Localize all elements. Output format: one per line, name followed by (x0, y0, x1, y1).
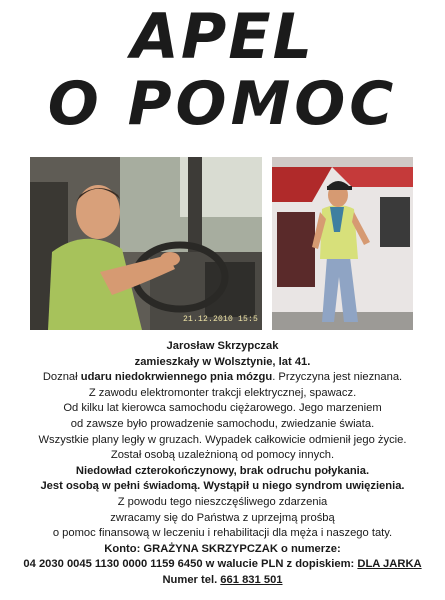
text-line-paresis: Niedowład czterokończynowy, brak odruchu połykania. (75, 464, 370, 477)
text-line-dependent: Został osobą uzależnioną od pomocy innych. (110, 449, 335, 462)
text-line-request: zwracamy się do Państwa z uprzejmą prośbą (110, 511, 335, 524)
photo-driver (30, 157, 262, 330)
text-line-help: o pomoc finansową w leczeniu i rehabilitacji dla męża i naszego taty. (52, 527, 393, 540)
text-line-plans: Wszystkie plany legły w gruzach. Wypadek całkowicie odmienił jego życie. (38, 433, 407, 446)
photo-standing (272, 157, 413, 330)
appeal-text (0, 339, 445, 589)
text-line-driver: Od kilku lat kierowca samochodu ciężarowego. Jego marzeniem (63, 402, 382, 415)
account-number-line (0, 557, 445, 573)
text-line-locked-in: Jest osobą w pełni świadomą. Wystąpił u niego syndrom uwięzienia. (40, 480, 405, 493)
account-label: Konto: GRAŻYNA SKRZYPCZAK o numerze: (104, 542, 341, 555)
account-number: 04 2030 0045 1130 0000 1159 6450 w walucie PLN z dopiskiem: (23, 558, 358, 571)
headline-apel: APEL (130, 0, 315, 73)
text-line-profession: Z zawodu elektromonter trakcji elektrycznej, spawacz. (88, 386, 357, 399)
text-line-diagnosis (0, 370, 445, 386)
person-residence: zamieszkały w Wolsztynie, lat 41. (134, 355, 311, 368)
phone-label: Numer tel. (162, 573, 221, 586)
photo-driver-image (30, 157, 262, 330)
text-line-because: Z powodu tego nieszczęśliwego zdarzenia (117, 495, 328, 508)
account-note: DLA JARKA (357, 558, 422, 571)
photo-standing-image (272, 157, 413, 330)
phone-line (0, 573, 445, 589)
headline-o-pomoc: O POMOC (47, 69, 398, 139)
diagnosis-bold: udaru niedokrwiennego pnia mózgu (80, 371, 273, 384)
diagnosis-post: . Przyczyna jest nieznana. (272, 371, 403, 384)
phone-number: 661 831 501 (220, 573, 283, 586)
photo-timestamp: 21.12.2010 15:5 (182, 315, 258, 324)
diagnosis-pre: Doznał (42, 371, 81, 384)
text-line-dream: od zawsze było prowadzenie samochodu, zwiedzanie świata. (70, 417, 375, 430)
person-name: Jarosław Skrzypczak (166, 340, 279, 352)
